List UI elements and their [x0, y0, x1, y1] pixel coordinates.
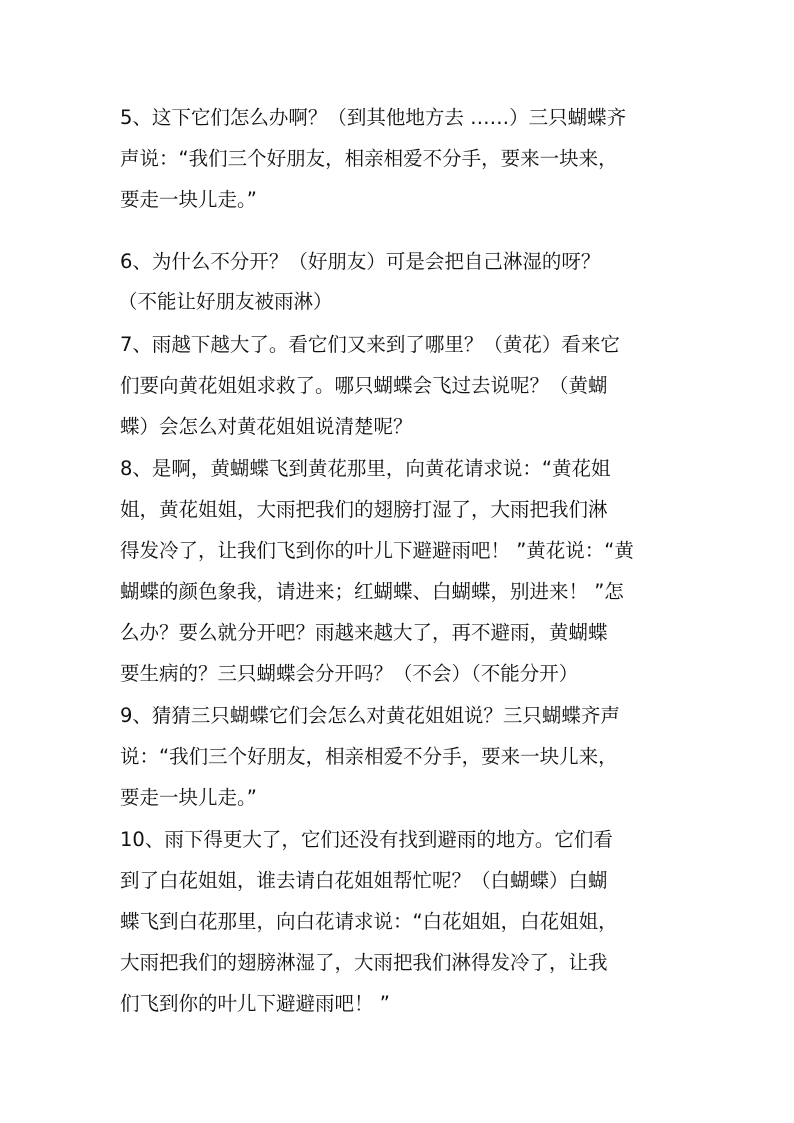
paragraph-7-line-3: 蝶）会怎么对黄花姐姐说清楚呢？: [120, 415, 413, 438]
paragraph-8-line-6: 要生病的？三只蝴蝶会分开吗？（不会）（不能分开）: [120, 662, 579, 685]
paragraph-5-line-1: 5、这下它们怎么办啊？（到其他地方去 ……）三只蝴蝶齐: [120, 106, 627, 129]
paragraph-9-line-3: 要走一块儿走。”: [120, 786, 257, 809]
paragraph-5-line-2: 声说：“我们三个好朋友，相亲相爱不分手，要来一块来，: [120, 147, 618, 170]
paragraph-6-line-1: 6、为什么不分开？（好朋友）可是会把自己淋湿的呀？: [120, 250, 601, 273]
paragraph-10-line-1: 10、雨下得更大了，它们还没有找到避雨的地方。它们看: [120, 828, 613, 851]
paragraph-7-line-1: 7、雨越下越大了。看它们又来到了哪里？（黄花）看来它: [120, 333, 620, 356]
paragraph-8-line-4: 蝴蝶的颜色象我，请进来；红蝴蝶、白蝴蝶，别进来！ ”怎: [120, 580, 624, 603]
paragraph-8-line-5: 么办？要么就分开吧？雨越来越大了，再不避雨，黄蝴蝶: [120, 621, 608, 644]
paragraph-10-line-4: 大雨把我们的翅膀淋湿了，大雨把我们淋得发冷了，让我: [120, 951, 608, 974]
paragraph-5-line-3: 要走一块儿走。”: [120, 188, 257, 211]
paragraph-9-line-1: 9、猜猜三只蝴蝶它们会怎么对黄花姐姐说？三只蝴蝶齐声: [120, 704, 620, 727]
paragraph-8-line-1: 8、是啊，黄蝴蝶飞到黄花那里，向黄花请求说：“黄花姐: [120, 457, 611, 480]
paragraph-8-line-3: 得发冷了，让我们飞到你的叶儿下避避雨吧！ ”黄花说：“黄: [120, 539, 634, 562]
paragraph-7-line-2: 们要向黄花姐姐求救了。哪只蝴蝶会飞过去说呢？（黄蝴: [120, 374, 608, 397]
paragraph-10-line-2: 到了白花姐姐，谁去请白花姐姐帮忙呢？（白蝴蝶）白蝴: [120, 869, 608, 892]
paragraph-6-line-2: （不能让好朋友被雨淋）: [118, 290, 333, 313]
paragraph-9-line-2: 说：“我们三个好朋友，相亲相爱不分手，要来一块儿来，: [120, 745, 618, 768]
paragraph-8-line-2: 姐，黄花姐姐，大雨把我们的翅膀打湿了，大雨把我们淋: [120, 498, 608, 521]
paragraph-10-line-3: 蝶飞到白花那里，向白花请求说：“白花姐姐，白花姐姐，: [120, 910, 618, 933]
paragraph-10-line-5: 们飞到你的叶儿下避避雨吧！ ”: [120, 992, 390, 1015]
